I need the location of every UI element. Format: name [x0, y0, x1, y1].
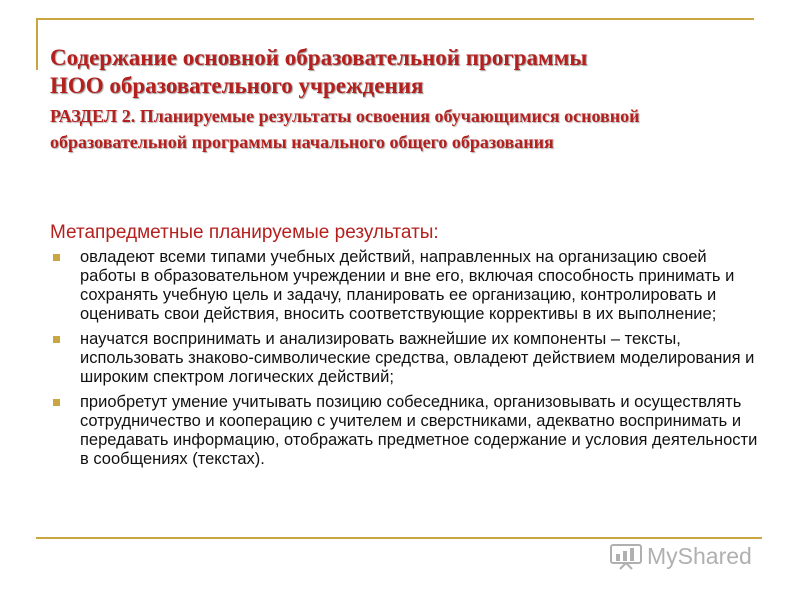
myshared-logo-icon — [610, 542, 644, 570]
bullet-list — [50, 248, 760, 475]
list-item — [50, 248, 760, 324]
slide-title-line-2: НОО образовательного учреждения — [50, 73, 424, 98]
list-item — [50, 393, 760, 469]
section-heading: РАЗДЕЛ 2. Планируемые результаты освоения обучающимися основной образовательной программы начального общего образования — [50, 106, 640, 152]
subheading: Метапредметные планируемые результаты: — [50, 222, 439, 243]
slide-title-block — [50, 44, 750, 155]
list-item-text: приобретут умение учитывать позицию собеседника, организовывать и осуществлять сотрудничество и кооперацию с учителем и сверстниками, адекватно воспринимать и передавать информацию, отображать предметное содержание и условия деятельности в сообщениях (текстах). — [80, 393, 758, 468]
list-item-text: овладеют всеми типами учебных действий, направленных на организацию своей работы в образовательном учреждении и вне его, включая способность принимать и сохранять учебную цель и задачу, планировать ее организацию, контролировать и оценивать свои действия, вносить соответствующие коррективы в их выполнение; — [80, 248, 735, 323]
square-bullet-icon — [53, 254, 60, 261]
square-bullet-icon — [53, 399, 60, 406]
bottom-border-line — [36, 537, 762, 539]
left-border-line — [36, 18, 38, 70]
top-border-line — [36, 18, 754, 20]
watermark-text: MyShared — [647, 542, 752, 569]
square-bullet-icon — [53, 336, 60, 343]
list-item — [50, 330, 760, 387]
watermark-logo — [610, 542, 752, 570]
slide-title-line-1: Содержание основной образовательной программы — [50, 45, 588, 70]
list-item-text: научатся воспринимать и анализировать важнейшие их компоненты – тексты, использовать знаково-символические средства, овладеют действием моделирования и широким спектром логических действий; — [80, 330, 755, 386]
